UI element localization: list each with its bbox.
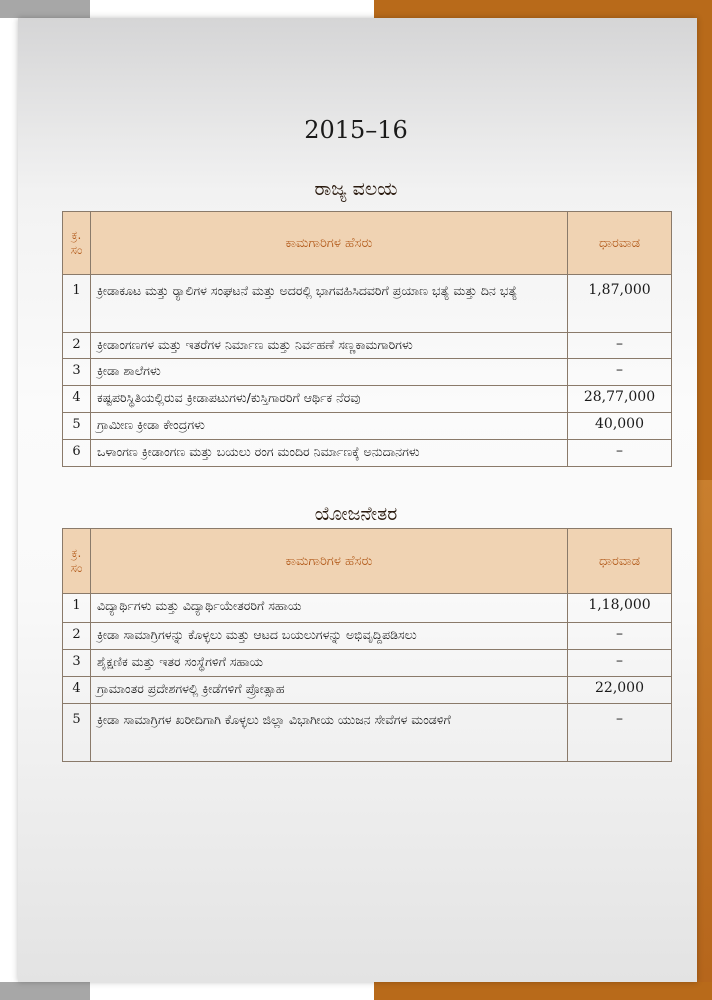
header-serial: ಕ್ರ. ಸಂ bbox=[63, 529, 91, 594]
row-work-name: ಕ್ರೀಡಾಕೂಟ ಮತ್ತು ರ್‍ಯಾಲಿಗಳ ಸಂಘಟನೆ ಮತ್ತು ಅದರಲ್ಲಿ ಭಾಗವಹಿಸಿದವರಿಗೆ ಪ್ರಯಾಣ ಭತ್ಯೆ ಮತ್ತು ದಿನ ಭತ್ಯೆ bbox=[91, 275, 568, 333]
row-serial: 5 bbox=[63, 704, 91, 762]
table-row bbox=[63, 677, 672, 704]
header-work-name: ಕಾಮಗಾರಿಗಳ ಹೆಸರು bbox=[91, 212, 568, 275]
row-amount: – bbox=[568, 623, 672, 650]
table-row bbox=[63, 440, 672, 467]
row-work-name: ಕ್ರೀಡಾ ಸಾಮಾಗ್ರಿಗಳ ಖರೀದಿಗಾಗಿ ಕೊಳ್ಳಲು ಜಿಲ್ಲಾ ವಿಭಾಗೀಯ ಯುಜನ ಸೇವೆಗಳ ಮಂಡಳಿಗೆ bbox=[91, 704, 568, 762]
row-work-name: ಕ್ರೀಡಾ ಶಾಲೆಗಳು bbox=[91, 359, 568, 386]
table-header-row bbox=[63, 529, 672, 594]
row-serial: 4 bbox=[63, 386, 91, 413]
header-work-name: ಕಾಮಗಾರಿಗಳ ಹೆಸರು bbox=[91, 529, 568, 594]
page-title: 2015–16 bbox=[304, 116, 408, 144]
row-amount: – bbox=[568, 704, 672, 762]
row-serial: 4 bbox=[63, 677, 91, 704]
row-work-name: ಶೈಕ್ಷಣಿಕ ಮತ್ತು ಇತರ ಸಂಸ್ಥೆಗಳಿಗೆ ಸಹಾಯ bbox=[91, 650, 568, 677]
row-amount: 1,87,000 bbox=[568, 275, 672, 333]
row-serial: 1 bbox=[63, 594, 91, 623]
table-row bbox=[63, 650, 672, 677]
document-page bbox=[18, 18, 697, 982]
row-amount: 1,18,000 bbox=[568, 594, 672, 623]
top-left-gray-strip bbox=[0, 0, 90, 18]
top-brown-band bbox=[374, 0, 712, 18]
row-work-name: ಕಷ್ಟಪರಿಸ್ಥಿತಿಯಲ್ಲಿರುವ ಕ್ರೀಡಾಪಟುಗಳು/ಕುಸ್ತಿಗಾರರಿಗೆ ಆರ್ಥಿಕ ನೆರವು bbox=[91, 386, 568, 413]
row-amount: – bbox=[568, 650, 672, 677]
row-work-name: ಕ್ರೀಡಾ ಸಾಮಾಗ್ರಿಗಳನ್ನು ಕೊಳ್ಳಲು ಮತ್ತು ಆಟದ ಬಯಲುಗಳನ್ನು ಅಭಿವೃದ್ದಿಪಡಿಸಲು bbox=[91, 623, 568, 650]
row-serial: 1 bbox=[63, 275, 91, 333]
row-serial: 5 bbox=[63, 413, 91, 440]
table-header-row bbox=[63, 212, 672, 275]
table-row bbox=[63, 386, 672, 413]
row-amount: – bbox=[568, 359, 672, 386]
table-row bbox=[63, 413, 672, 440]
section-title-non-plan: ಯೋಜನೇತರ bbox=[314, 503, 398, 525]
row-work-name: ವಿದ್ಯಾರ್ಥಿಗಳು ಮತ್ತು ವಿದ್ಯಾರ್ಥಿಯೇತರರಿಗೆ ಸಹಾಯ bbox=[91, 594, 568, 623]
row-amount: 28,77,000 bbox=[568, 386, 672, 413]
table-state-sector bbox=[62, 211, 672, 467]
section-title-state-sector: ರಾಜ್ಯ ವಲಯ bbox=[314, 178, 398, 200]
table-row bbox=[63, 275, 672, 333]
row-amount: – bbox=[568, 440, 672, 467]
table-row bbox=[63, 594, 672, 623]
table-row bbox=[63, 704, 672, 762]
row-serial: 2 bbox=[63, 333, 91, 359]
header-serial: ಕ್ರ. ಸಂ bbox=[63, 212, 91, 275]
row-work-name: ಗ್ರಾಮಾಂತರ ಪ್ರದೇಶಗಳಲ್ಲಿ ಕ್ರೀಡೆಗಳಿಗೆ ಪ್ರೋತ್ಸಾಹ bbox=[91, 677, 568, 704]
table-row bbox=[63, 359, 672, 386]
row-work-name: ಒಳಾಂಗಣ ಕ್ರೀಡಾಂಗಣ ಮತ್ತು ಬಯಲು ರಂಗ ಮಂದಿರ ನಿರ್ಮಾಣಕ್ಕೆ ಅನುದಾನಗಳು bbox=[91, 440, 568, 467]
bottom-left-gray-strip bbox=[0, 982, 90, 1000]
row-amount: 22,000 bbox=[568, 677, 672, 704]
row-amount: – bbox=[568, 333, 672, 359]
table-non-plan bbox=[62, 528, 672, 762]
row-work-name: ಕ್ರೀಡಾಂಗಣಗಳ ಮತ್ತು ಇತರೆಗಳ ನಿರ್ಮಾಣ ಮತ್ತು ನಿರ್ವಹಣೆ ಸಣ್ಣಕಾಮಗಾರಿಗಳು bbox=[91, 333, 568, 359]
row-serial: 6 bbox=[63, 440, 91, 467]
row-serial: 2 bbox=[63, 623, 91, 650]
table-row bbox=[63, 333, 672, 359]
bottom-brown-band bbox=[374, 982, 712, 1000]
row-serial: 3 bbox=[63, 359, 91, 386]
table-row bbox=[63, 623, 672, 650]
row-amount: 40,000 bbox=[568, 413, 672, 440]
header-dharwad: ಧಾರವಾಡ bbox=[568, 529, 672, 594]
row-work-name: ಗ್ರಾಮೀಣ ಕ್ರೀಡಾ ಕೇಂದ್ರಗಳು bbox=[91, 413, 568, 440]
row-serial: 3 bbox=[63, 650, 91, 677]
header-dharwad: ಧಾರವಾಡ bbox=[568, 212, 672, 275]
